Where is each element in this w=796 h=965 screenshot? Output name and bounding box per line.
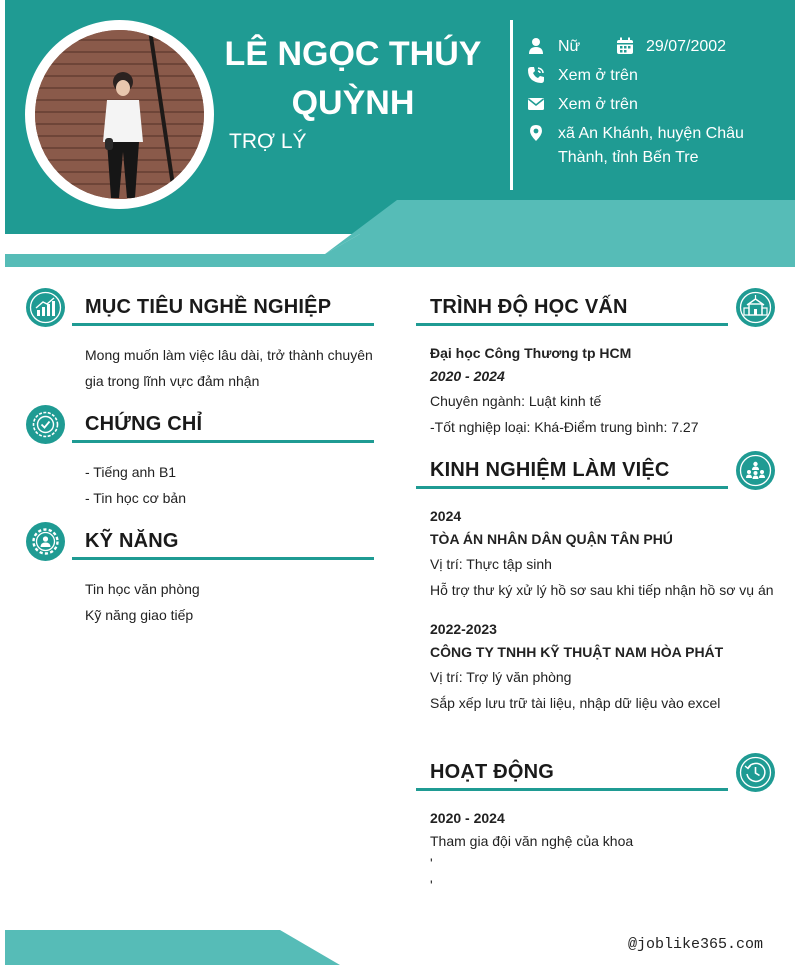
certificate-item: - Tiếng anh B1 [85, 464, 177, 480]
activities-underline [416, 788, 728, 791]
job-period: 2024 [430, 508, 462, 524]
job-company: CÔNG TY TNHH KỸ THUẬT NAM HÒA PHÁT [430, 644, 724, 660]
gear-person-icon [26, 522, 65, 561]
activities-title: HOẠT ĐỘNG [430, 761, 555, 783]
address-value: xã An Khánh, huyện Châu Thành, tỉnh Bến Tre [558, 125, 744, 166]
phone-value: Xem ở trên [558, 67, 638, 84]
skills-title: KỸ NĂNG [85, 530, 179, 552]
header-divider [510, 20, 513, 190]
skill-item: Tin học văn phòng [85, 581, 200, 597]
education-underline [416, 323, 728, 326]
objective-underline [72, 323, 374, 326]
skills-underline [72, 557, 374, 560]
activity-extra: ' [430, 877, 433, 893]
email-value: Xem ở trên [558, 96, 638, 113]
activity-extra: ' [430, 855, 433, 871]
phone-icon [527, 66, 545, 84]
certificates-title: CHỨNG CHỈ [85, 413, 203, 435]
job-period: 2022-2023 [430, 621, 497, 637]
job-company: TÒA ÁN NHÂN DÂN QUẬN TÂN PHÚ [430, 531, 673, 547]
job-description: Hỗ trợ thư ký xử lý hồ sơ sau khi tiếp nhận hồ sơ vụ án [430, 582, 774, 598]
activity-period: 2020 - 2024 [430, 810, 505, 826]
badge-check-icon [26, 405, 65, 444]
team-icon [736, 451, 775, 490]
education-grade: -Tốt nghiệp loại: Khá-Điểm trung bình: 7.27 [430, 419, 699, 435]
job-description: Sắp xếp lưu trữ tài liệu, nhập dữ liệu vào excel [430, 695, 721, 711]
candidate-role: TRỢ LÝ [229, 130, 307, 153]
certificates-underline [72, 440, 374, 443]
certificate-item: - Tin học cơ bản [85, 490, 187, 506]
experience-title: KINH NGHIỆM LÀM VIỆC [430, 459, 670, 481]
job-position: Vị trí: Trợ lý văn phòng [430, 669, 572, 685]
education-major: Chuyên ngành: Luật kinh tế [430, 393, 602, 409]
birth-date-value: 29/07/2002 [646, 38, 727, 55]
chart-growth-icon [26, 288, 65, 327]
objective-line-2: gia trong lĩnh vực đảm nhận [85, 373, 260, 389]
education-school: Đại học Công Thương tp HCM [430, 345, 632, 361]
experience-underline [416, 486, 728, 489]
footer-watermark: @joblike365.com [628, 936, 764, 953]
envelope-icon [527, 95, 545, 113]
calendar-icon [616, 37, 634, 55]
footer-decoration [5, 930, 345, 965]
skill-item: Kỹ năng giao tiếp [85, 607, 194, 623]
clock-history-icon [736, 753, 775, 792]
objective-title: MỤC TIÊU NGHỀ NGHIỆP [85, 296, 332, 318]
school-building-icon [736, 288, 775, 327]
education-title: TRÌNH ĐỘ HỌC VẤN [430, 296, 628, 318]
gender-value: Nữ [558, 38, 581, 55]
avatar [35, 30, 204, 199]
education-period: 2020 - 2024 [430, 368, 505, 384]
candidate-name: LÊ NGỌC THÚY QUỲNH [224, 35, 482, 122]
objective-line-1: Mong muốn làm việc lâu dài, trở thành chuyên [85, 347, 373, 363]
person-icon [527, 37, 545, 55]
activity-description: Tham gia đội văn nghệ của khoa [430, 833, 634, 849]
location-pin-icon [527, 124, 545, 142]
job-position: Vị trí: Thực tập sinh [430, 556, 552, 572]
